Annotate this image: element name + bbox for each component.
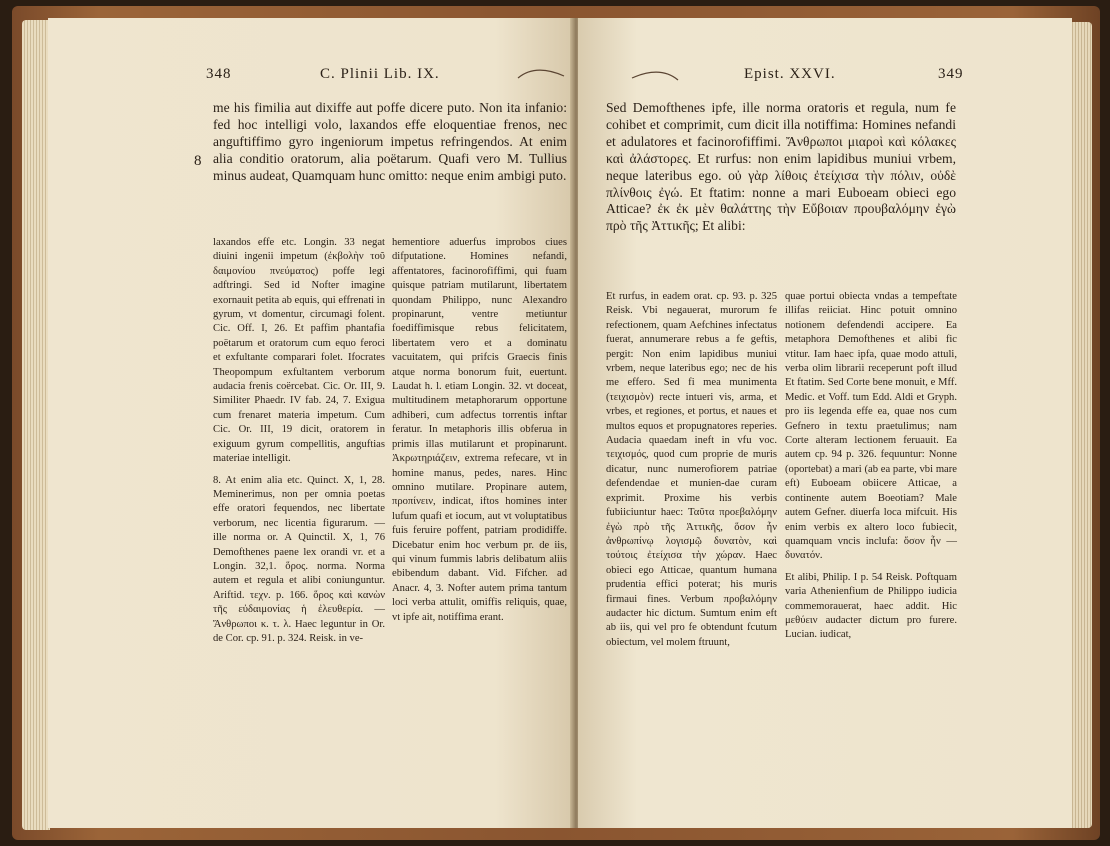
ornament-flourish	[630, 68, 680, 84]
note-paragraph: Et rurfus, in eadem orat. cp. 93. p. 325 Reisk. Vbi negauerat, murorum fe refectionem, quam Aefchines infectatus fuerat, annumerare rebus a fe geftis, pergit: Non enim lapidibus muniui vrbem, neque lateribus ego; nec de his me effero. Sed fi mea munimenta (τειχισμὸν) recte intueri vis, arma, et vrbes, et regiones, et portus, et naues et multos equos et propugnatores reperies. Audacia quaedam ineft in vfu voc. τειχισμός, quod cum proprie de muris dicatur, nunc numerofiorem patriae defendendae et munien-dae curam exprimit. Proxime his verbis fubiiciuntur haec: Ταῦτα προεβαλόμην ἐγὼ πρὸ τῆς Ἀττικῆς, ὅσον ἦν ἀνθρωπίνῳ λογισμῷ δυνατὸν, καὶ τούτοις ἐτείχισα τὴν χώραν. Haec obieci ego Atticae, quantum humana prudentia effici poterat; his muris firmaui fines. Verbum προβαλόμην audacter hic dictum. Sumtum enim eft ab iis, qui vel pro fe obtendunt fcutum obiectum, vel molem ftruunt,	[606, 291, 777, 648]
open-book	[12, 6, 1100, 840]
right-main-text: Sed Demofthenes ipfe, ille norma oratoris et regula, num fe cohibet et comprimit, cum dicit illa notiffima: Homines nefandi et adulatores et facinorofiffimi. Ἄνθρωποι μιαροὶ καὶ κόλακες καὶ ἀλάστορες. Et rurfus: non enim lapidibus muniui vrbem, neque lateribus ego. οὐ γὰρ λίθοις ἐτείχισα τὴν πόλιν, οὐδὲ πλίνθοις ἐγώ. Et ftatim: nonne a mari Euboeam obieci ego Atticae? ἐκ ἐκ μὲν θαλάττης τὴν Εὔβοιαν προυβαλόμην ἐγὼ πρὸ τῆς Ἀττικῆς; Et alibi:	[606, 100, 956, 234]
margin-number: 8	[194, 153, 202, 169]
left-notes-column-1	[213, 236, 385, 653]
note-paragraph: hementiore aduerfus improbos ciues difputatione. Homines nefandi, affentatores, facinorofiffimi, qui fuam quisque patriam mutilarunt, libertatem quondam Philippo, nunc Alexandro propinarunt, ventre metiuntur foediffimisque rebus felicitatem, libertatem vero et a dominatu vacuitatem, qui prifcis Graecis finis atque norma bonorum fuit, euertunt. Laudat h. l. etiam Longin. 32. vt doceat, multitudinem metaphorarum opportune adhiberi, cum adfectus torrentis inftar feratur. In metaphoris illis obferua in primis illas mutilarunt et propinarunt. Ἀκρωτηριάζειν, extrema refecare, vt in homine manus, pedes, nares. Hinc omnino mutilare. Propinare autem, προπίνειν, indicat, iftos homines inter lufum quafi et iocum, aut vt voluptatibus fuis feruire poffent, patriam prodidiffe. Dicebatur enim hoc verbum pr. de iis, qui vinum fummis labris delibatum aliis ebibendum dabant. Vid. Fifcher. ad Anacr. 4, 3. Nofter autem prima tantum loci verba attulit, omiffis reliquis, quae, vt ipfe ait, notiffima erant.	[392, 237, 567, 623]
right-notes-column-2	[785, 290, 957, 650]
left-notes-column-2	[392, 236, 567, 632]
note-paragraph: quae portui obiecta vndas a tempeftate illifas reiiciat. Hinc potuit omnino notionem defendendi accipere. Ea metaphora Demofthenes et alibi fic vtitur. Iam haec ipfa, quae modo attuli, verba olim librarii receperunt poft illud Et ftatim. Sed Corte bene monuit, e Mff. Medic. et Voff. tum Edd. Aldi et Gryph. pro iis legenda effe ea, quae nos cum Gefnero in textu praetulimus; nam Corte alteram lectionem feruauit. Ea autem cp. 94 p. 326. fequuntur: Nonne (oportebat) a mari (ab ea parte, vbi mare eft) Euboeam obiicere Atticae, a continente autem Boeotiam? Male autem Gefner. diuerfa loca mifcuit. His enim verbis ex altero loco fubiecit, quamquam vncis inclufa: ὅσον ἦν — δυνατόν.	[785, 291, 957, 562]
left-page	[48, 18, 574, 828]
note-paragraph: 8. At enim alia etc. Quinct. X, 1, 28. Meminerimus, non per omnia poetas effe oratori fequendos, nec libertate verborum, nec licentia figurarum. — ille norma or. A Quinctil. X, 1, 76 Demofthenes paene lex orandi vr. et a Longin. 32,1. ὅρος. norma. Norma autem et regula et alibi coniunguntur. Ariftid. τεχν. p. 166. ὅρος καὶ κανὼν τῆς εὐδαιμονίας ἡ ἐλευθερία. — Ἄνθρωποι κ. τ. λ. Haec leguntur in Or. de Cor. cp. 91. p. 324. Reisk. in ve-	[213, 474, 385, 644]
right-notes-column-1	[606, 290, 777, 657]
page-edges-right	[1070, 22, 1092, 828]
ornament-flourish	[516, 66, 566, 82]
note-paragraph: Et alibi, Philip. I p. 54 Reisk. Poftquam varia Athenienfium de Philippo iudicia commemorauerat, haec addit. Hic μεθύειν audacter dictum pro furere. Lucian. iudicat,	[785, 571, 957, 641]
right-running-head: Epist. XXVI.	[744, 66, 836, 82]
left-page-number: 348	[206, 66, 232, 82]
right-page-number: 349	[938, 66, 964, 82]
left-running-head: C. Plinii Lib. IX.	[320, 66, 440, 82]
note-paragraph: laxandos effe etc. Longin. 33 negat diuini ingenii impetum (ἐκβολὴν τοῦ δαιμονίου πνεύματος) poffe legi adftringi. Sed id Nofter imagine exornauit petita ab equis, qui effrenati in gyrum, vt domentur, circumagi folent. Cic. Off. I, 26. Et paffim phantafia poëtarum et oratorum cum equo feroci et exfultante comparari folet. Ifocrates Theopompum exfultantem verborum audacia frenis coërcebat. Cic. Or. III, 9. Similiter Phaedr. IV fab. 24, 7. Exigua cum frenaret materia impetum. Cum Cic. Or. III, 19 dicit, oratorem in exiguum gyrum compellitis, anguftias materiae intelligit.	[213, 237, 385, 465]
left-main-text: me his fimilia aut dixiffe aut poffe dicere puto. Non ita infanio: fed hoc intelligi volo, laxandos effe eloquentiae frenos, nec anguftiffimo gyro ingeniorum impetus refringendos. At enim alia conditio oratorum, alia poëtarum. Quafi vero M. Tullius minus audeat, Quamquam hunc omitto: neque enim ambigi puto.	[213, 100, 567, 183]
right-page	[578, 18, 1072, 828]
page-edges-left	[22, 20, 50, 830]
